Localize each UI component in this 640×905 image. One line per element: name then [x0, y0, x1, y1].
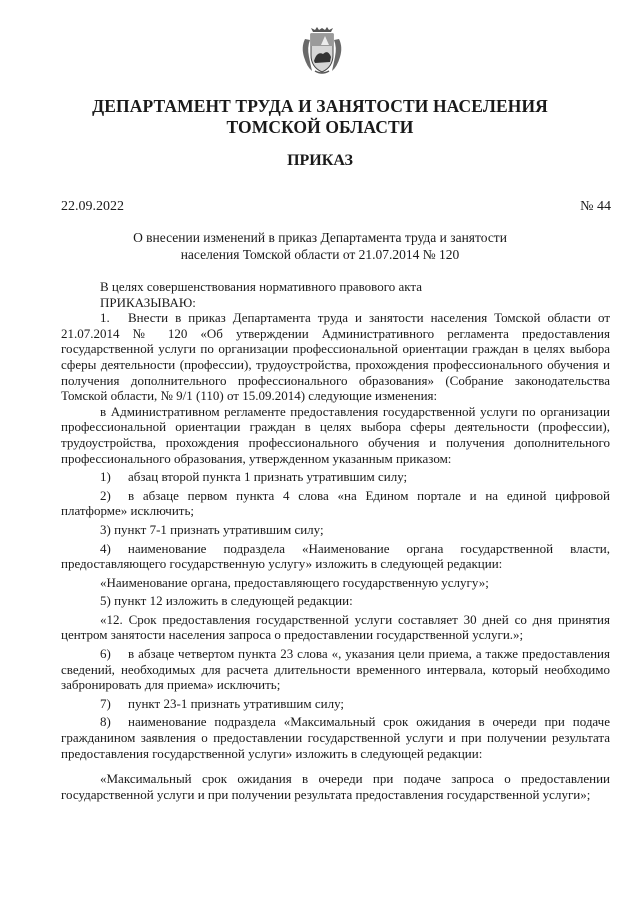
subitem-4: 4) наименование подраздела «Наименование органа государственной власти, предоставляющего государственную услугу» изложить в следующей редакции: — [61, 540, 610, 572]
subitem-4-quote: «Наименование органа, предоставляющего государственную услугу»; — [100, 574, 489, 590]
subitem-3: 3) пункт 7-1 признать утратившим силу; — [100, 521, 324, 537]
document-number: № 44 — [580, 199, 611, 214]
document-type-title: ПРИКАЗ — [287, 152, 353, 169]
document-date: 22.09.2022 — [61, 199, 124, 214]
subitem-8: 8) наименование подраздела «Максимальный срок ожидания в очереди при подаче гражданином заявления о предоставлении государственной услуги и при получении результата предоставления государственной услуги» изложить в следующей редакции: — [61, 714, 610, 761]
document-body — [61, 279, 610, 802]
department-title-line2: ТОМСКОЙ ОБЛАСТИ — [226, 117, 414, 137]
subitem-1: 1) абзац второй пункта 1 признать утратившим силу; — [100, 469, 408, 485]
coat-of-arms-emblem — [301, 27, 343, 75]
subitem-7: 7) пункт 23-1 признать утратившим силу; — [100, 695, 345, 711]
document-subject — [100, 229, 540, 263]
department-title-line1: ДЕПАРТАМЕНТ ТРУДА И ЗАНЯТОСТИ НАСЕЛЕНИЯ — [92, 96, 548, 116]
subitem-5-quote: «12. Срок предоставления государственной услуги составляет 30 дней со дня принятия центром занятости населения запроса о предоставлении государственной услуги.»; — [61, 611, 610, 643]
subject-line2: населения Томской области от 21.07.2014 № 120 — [180, 247, 460, 262]
subitem-2: 2) в абзаце первом пункта 4 слова «на Едином портале и на единой цифровой платформе» исключить; — [61, 487, 610, 519]
subitem-5: 5) пункт 12 изложить в следующей редакции: — [100, 593, 353, 609]
preamble: В целях совершенствования нормативного правового акта — [100, 279, 423, 294]
item-1: 1. Внести в приказ Департамента труда и занятости населения Томской области от 21.07.2014 № 120 «Об утверждении Административного регламента предоставления государственной услуги по организации профессиональной ориентации граждан в целях выбора сферы деятельности (профессии), трудоустройства, прохождения профессионального обучения и получения дополнительного профессионального образования» (Собрание законодательства Томской области, № 9/1 (110) от 15.09.2014) следующие изменения: — [61, 310, 610, 404]
order-word: ПРИКАЗЫВАЮ: — [100, 294, 196, 310]
reglament-paragraph: в Административном регламенте предоставления государственной услуги по организации профессиональной ориентации граждан в целях выбора сферы деятельности (профессии), трудоустройства, прохождения профессионального обучения и получения дополнительного профессионального образования, утвержденном указанным приказом: — [61, 403, 610, 466]
subitem-6: 6) в абзаце четвертом пункта 23 слова «, указания цели приема, а также предоставления сведений, необходимых для расчета длительности временного интервала, который необходимо забронировать для приема» исключить; — [61, 646, 610, 693]
subject-line1: О внесении изменений в приказ Департамента труда и занятости — [133, 230, 507, 245]
subitem-8-quote: «Максимальный срок ожидания в очереди при подаче запроса о предоставлении государственной услуги и при получении результата предоставления государственной услуги»; — [61, 771, 610, 802]
